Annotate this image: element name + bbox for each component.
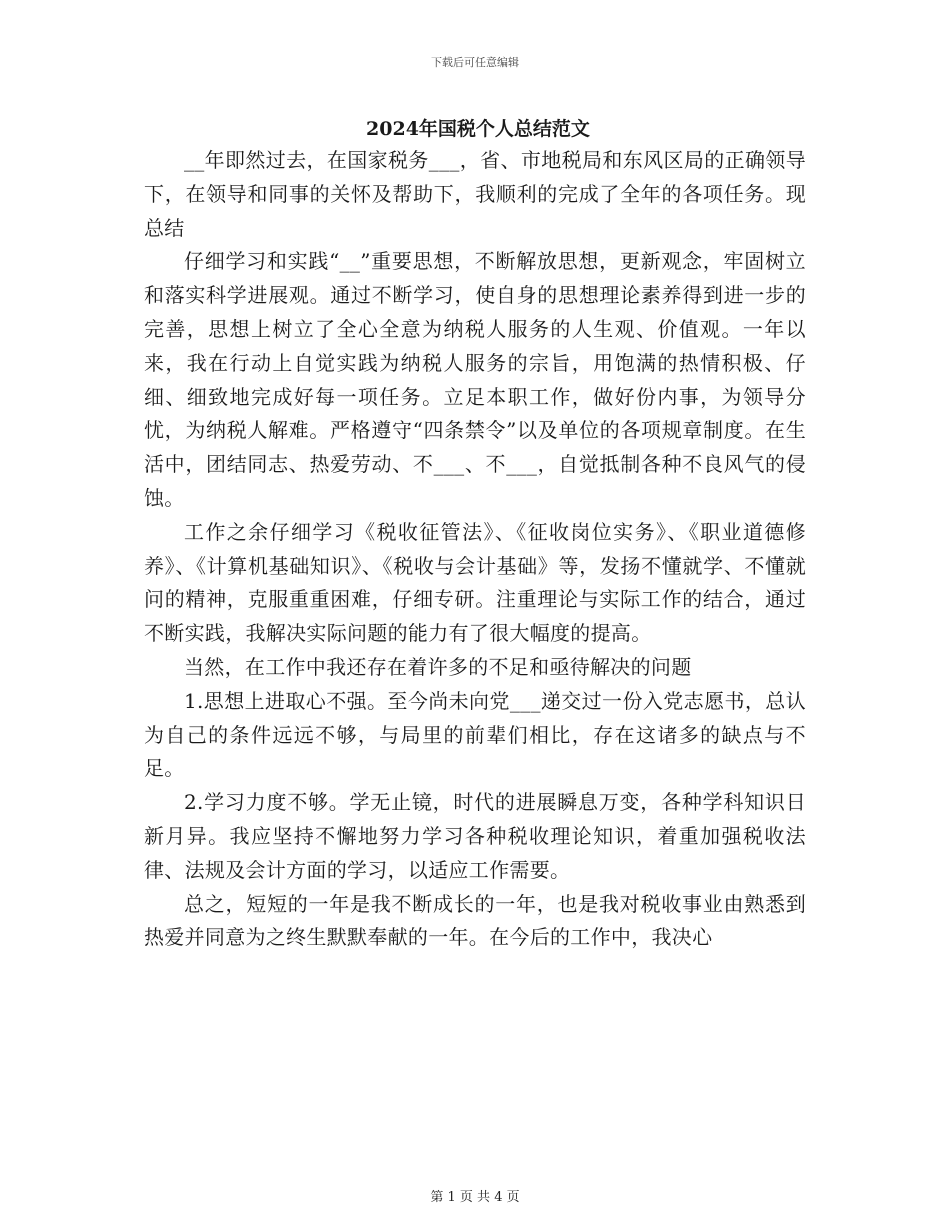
paragraph-6: 2.学习力度不够。学无止镜，时代的进展瞬息万变，各种学科知识日新月异。我应坚持不懈地努力学习各种税收理论知识，着重加强税收法律、法规及会计方面的学习，以适应工作需要。 bbox=[144, 790, 806, 882]
page-header-note: 下载后可任意编辑 bbox=[431, 56, 519, 69]
paragraph-3: 工作之余仔细学习《税收征管法》、《征收岗位实务》、《职业道德修养》、《计算机基础知识》、《税收与会计基础》等，发扬不懂就学、不懂就问的精神，克服重重困难，仔细专研。注重理论与实际工作的结合，通过不断实践，我解决实际问题的能力有了很大幅度的提高。 bbox=[144, 519, 806, 646]
page-number: 第 1 页 共 4 页 bbox=[430, 1190, 520, 1205]
document-title: 2024年国税个人总结范文 bbox=[366, 118, 590, 140]
paragraph-5: 1.思想上进取心不强。至今尚未向党___递交过一份入党志愿书，总认为自己的条件远远不够，与局里的前辈们相比，存在这诸多的缺点与不足。 bbox=[144, 688, 806, 781]
paragraph-7: 总之，短短的一年是我不断成长的一年，也是我对税收事业由熟悉到热爱并同意为之终生默默奉献的一年。在今后的工作中，我决心 bbox=[144, 891, 806, 950]
document-body bbox=[144, 114, 806, 955]
paragraph-1: __年即然过去，在国家税务___，省、市地税局和东风区局的正确领导下，在领导和同事的关怀及帮助下，我顺利的完成了全年的各项任务。现总结 bbox=[144, 148, 806, 240]
paragraph-2: 仔细学习和实践“__”重要思想，不断解放思想，更新观念，牢固树立和落实科学进展观。通过不断学习，使自身的思想理论素养得到进一步的完善，思想上树立了全心全意为纳税人服务的人生观、价值观。一年以来，我在行动上自觉实践为纳税人服务的宗旨，用饱满的热情积极、仔细、细致地完成好每一项任务。立足本职工作，做好份内事，为领导分忧，为纳税人解难。严格遵守“四条禁令”以及单位的各项规章制度。在生活中，团结同志、热爱劳动、不___、不___，自觉抵制各种不良风气的侵蚀。 bbox=[144, 249, 806, 510]
paragraph-4: 当然，在工作中我还存在着许多的不足和亟待解决的问题 bbox=[184, 654, 692, 679]
